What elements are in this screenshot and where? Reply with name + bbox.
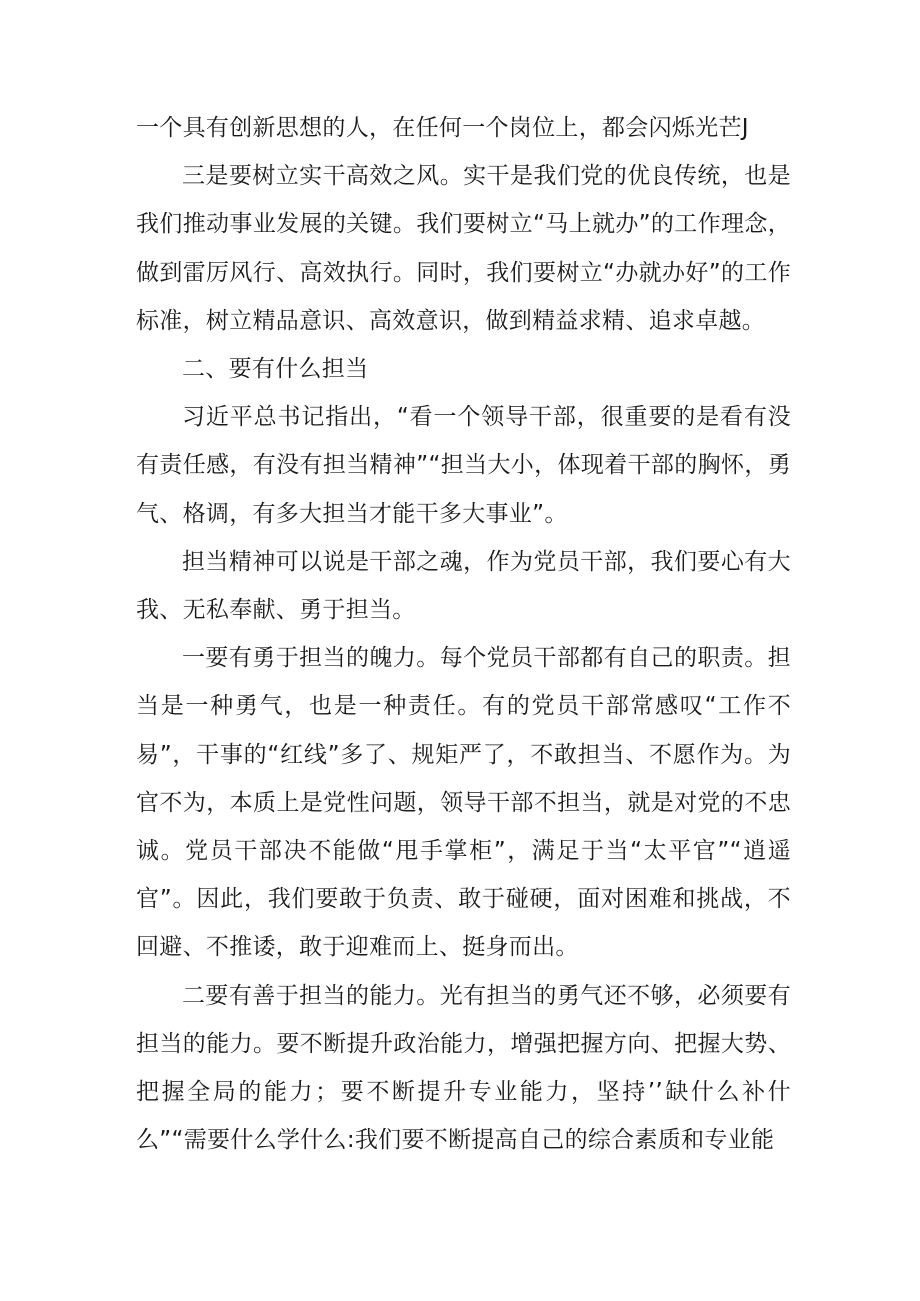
paragraph-3: 习近平总书记指出，“看一个领导干部，很重要的是看有没有责任感，有没有担当精神”“担当大小，体现着干部的胸怀，勇气、格调，有多大担当才能干多大事业”。 bbox=[136, 404, 791, 527]
document-body bbox=[136, 104, 791, 1164]
paragraph-2: 三是要树立实干高效之风。实干是我们党的优良传统，也是我们推动事业发展的关键。我们要树立“马上就办”的工作理念，做到雷厉风行、高效执行。同时，我们要树立“办就办好”的工作标准，树立精品意识、高效意识，做到精益求精、追求卓越。 bbox=[136, 163, 791, 334]
section-heading: 二、要有什么担当 bbox=[182, 356, 369, 383]
paragraph-5: 一要有勇于担当的魄力。每个党员干部都有自己的职责。担当是一种勇气，也是一种责任。有的党员干部常感叹“工作不易”，干事的“红线”多了、规矩严了，不敢担当、不愿作为。为官不为，本质上是党性问题，领导干部不担当，就是对党的不忠诚。党员干部决不能做“甩手掌柜”，满足于当“太平官”“逍遥官”。因此，我们要敢于负责、敢于碰硬，面对困难和挑战，不回避、不推诿，敢于迎难而上、挺身而出。 bbox=[136, 645, 791, 961]
paragraph-6: 二要有善于担当的能力。光有担当的勇气还不够，必须要有担当的能力。要不断提升政治能力，增强把握方向、把握大势、把握全局的能力；要不断提升专业能力，坚持’’缺什么补什么”“需要什么学什么:我们要不断提高自己的综合素质和专业能 bbox=[136, 982, 791, 1154]
paragraph-1: 一个具有创新思想的人，在任何一个岗位上，都会闪烁光芒J bbox=[136, 115, 749, 141]
paragraph-4: 担当精神可以说是干部之魂，作为党员干部，我们要心有大我、无私奉献、勇于担当。 bbox=[136, 548, 791, 624]
